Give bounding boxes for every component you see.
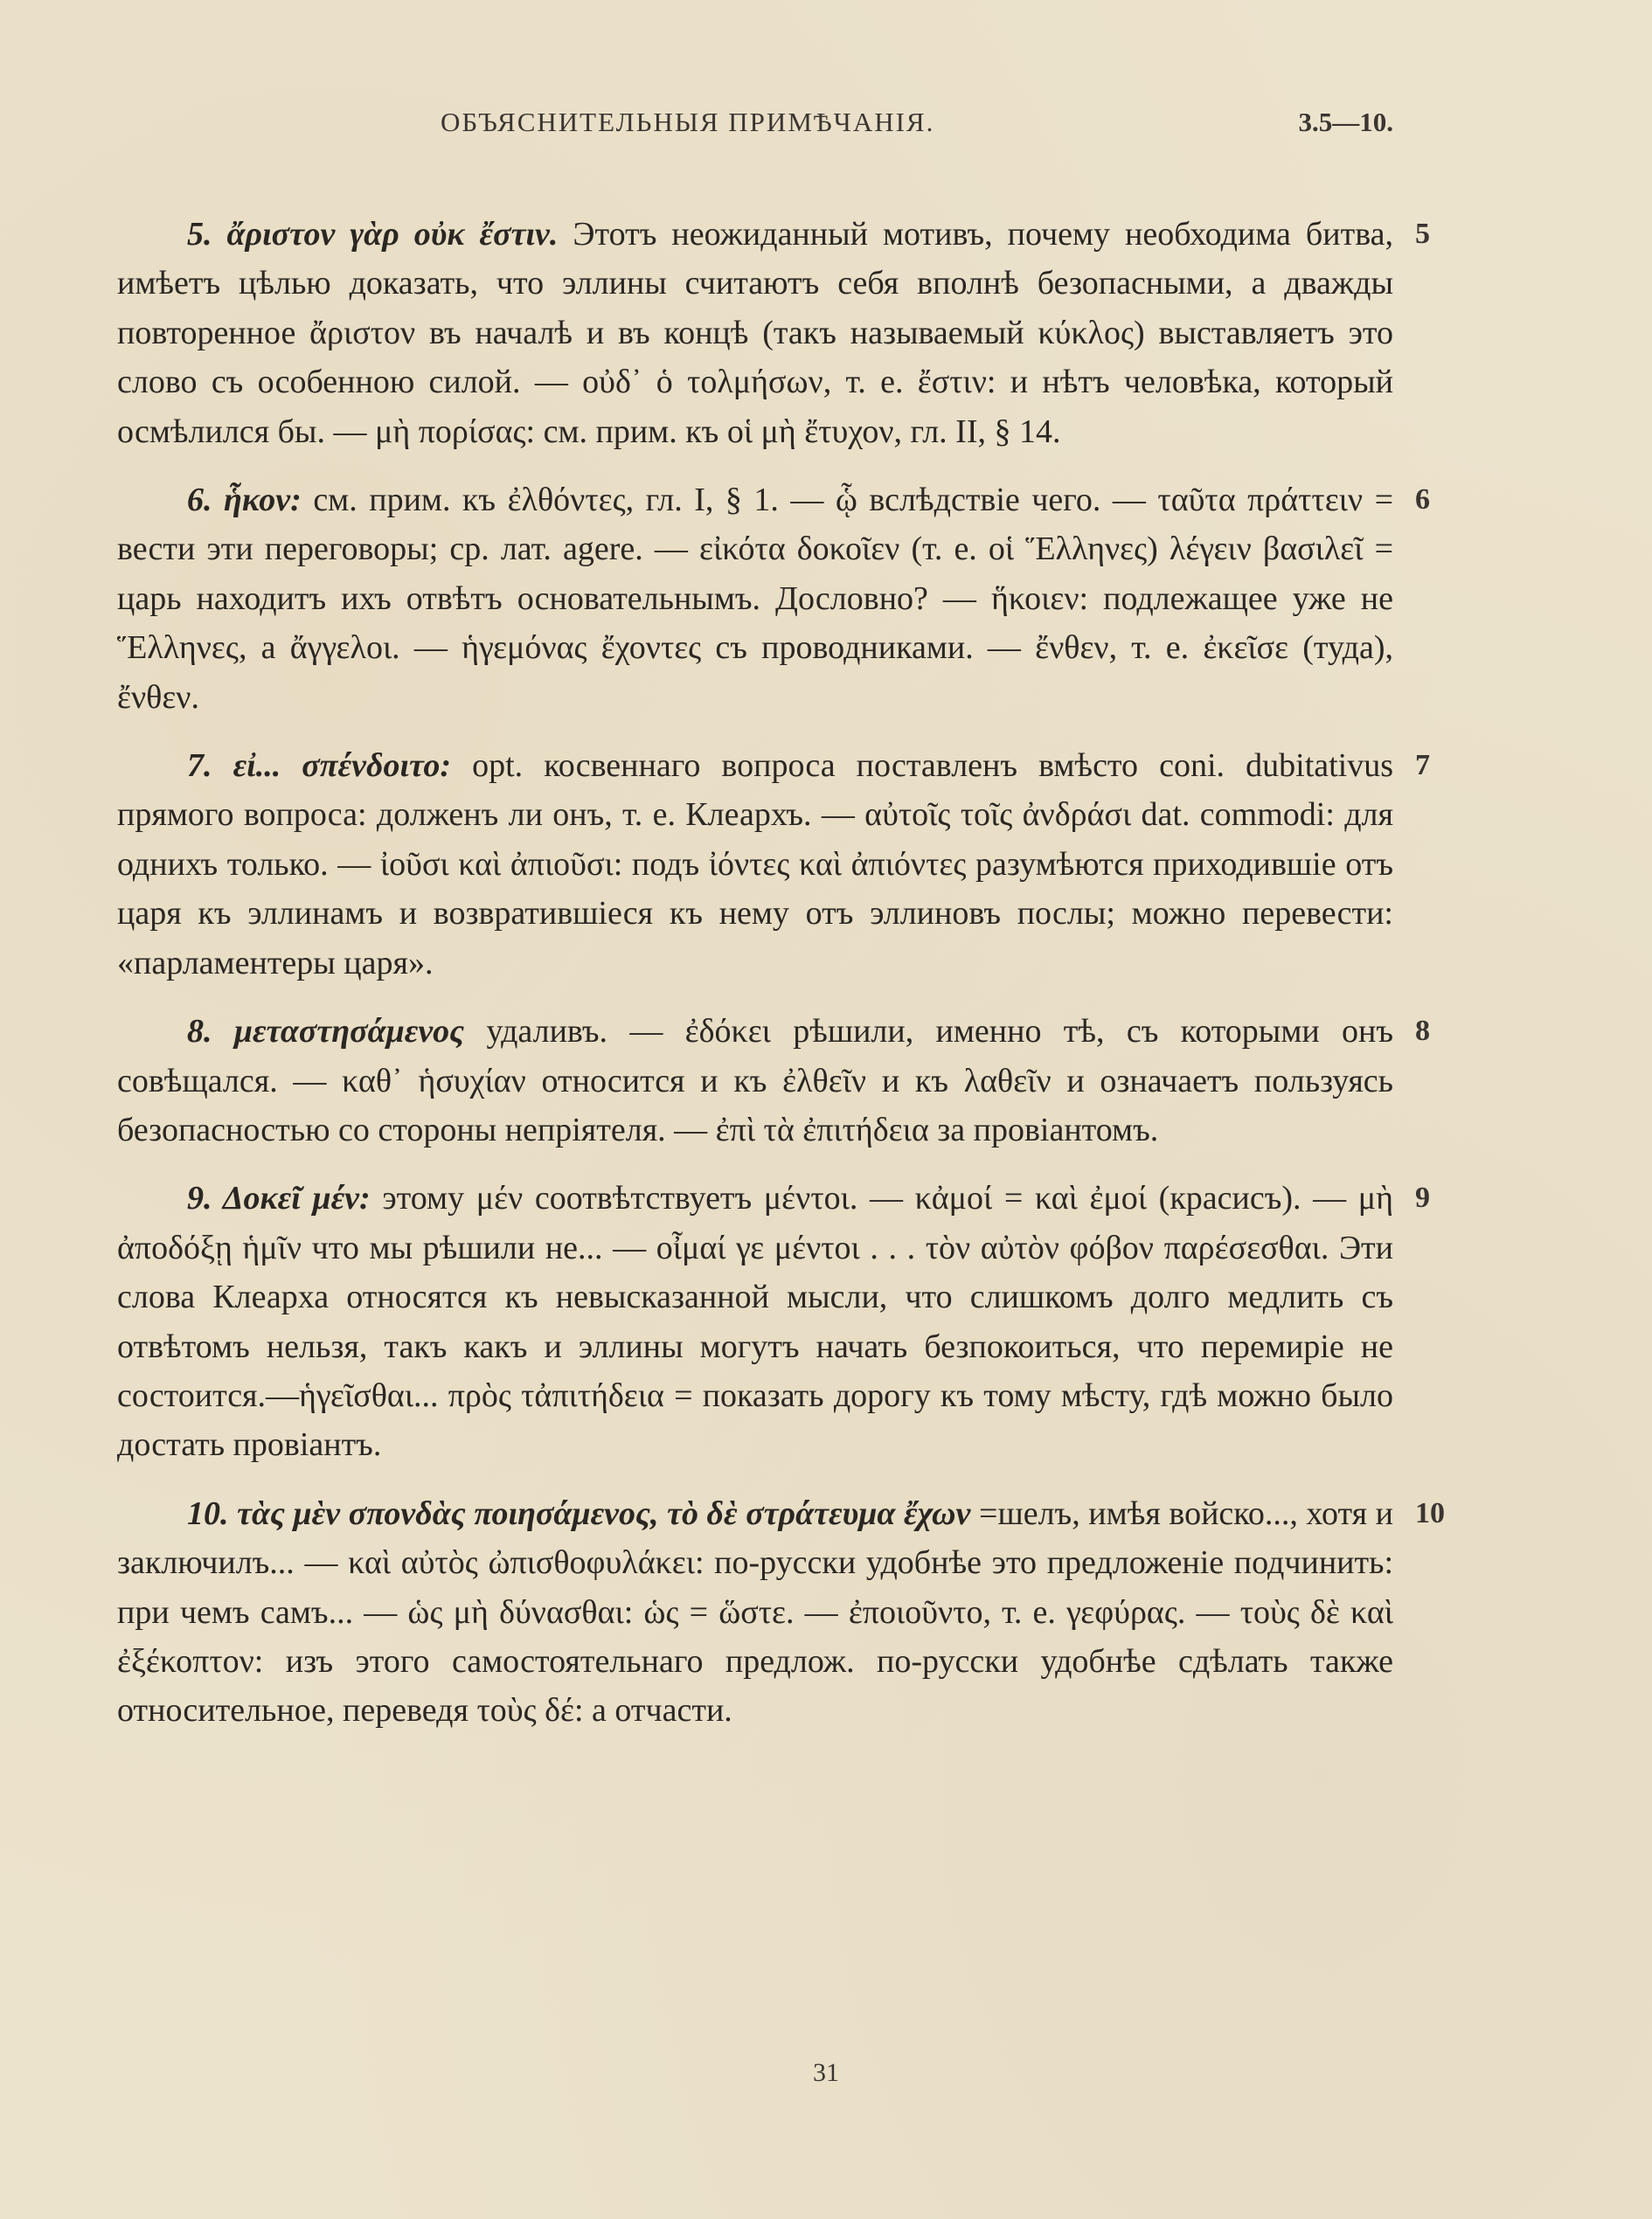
note-lemma: 7. εἰ... σπένδοιτο: xyxy=(187,747,451,785)
note-10 xyxy=(117,1489,1445,1736)
note-text: удаливъ. — ἐδόκει рѣшили, именно тѣ, съ которыми онъ совѣщался. — καθ᾽ ἡσυχίαν относится и къ ἐλθεῖν и къ λαθεῖν и означаетъ пользуясь безопасностью со стороны непріятеля. — ἐπὶ τὰ ἐπιτήδεια за провіантомъ. xyxy=(117,1013,1394,1148)
note-lemma: 6. ἧκον: xyxy=(187,482,302,519)
running-header xyxy=(117,107,1393,150)
margin-number: 9 xyxy=(1415,1182,1430,1215)
header-title: ОБЪЯСНИТЕЛЬНЫЯ ПРИМѢЧАНІЯ. xyxy=(441,107,935,137)
note-text: Этотъ неожиданный мотивъ, почему необходима битва, имѣетъ цѣлью доказать, что эллины считаютъ себя вполнѣ безопасными, а дважды повторенное ἄριστον въ началѣ и въ концѣ (такъ называемый κύκλος) выставляетъ это слово съ особенною силой. — οὐδ᾽ ὁ τολμήσων, т. е. ἔστιν: и нѣтъ человѣка, который осмѣлился бы. — μὴ πορίσας: см. прим. къ οἱ μὴ ἔτυχον, гл. II, § 14. xyxy=(117,216,1393,450)
note-paragraph xyxy=(117,1489,1393,1736)
margin-number: 5 xyxy=(1415,218,1430,250)
note-paragraph xyxy=(117,475,1393,722)
note-5 xyxy=(117,210,1430,456)
margin-number: 10 xyxy=(1415,1496,1445,1529)
note-lemma: 9. Δοκεῖ μέν: xyxy=(187,1180,371,1217)
margin-number: 8 xyxy=(1415,1015,1430,1048)
note-paragraph xyxy=(117,1007,1393,1155)
note-lemma: 5. ἄριστον γὰρ οὐκ ἔστιν. xyxy=(187,216,559,253)
note-lemma: 10. τὰς μὲν σπονδὰς ποιησάμενος, τὸ δὲ στράτευμα ἔχων xyxy=(187,1494,971,1532)
note-paragraph xyxy=(117,741,1393,988)
note-7 xyxy=(117,741,1430,988)
margin-number: 7 xyxy=(1415,749,1430,782)
margin-number: 6 xyxy=(1415,483,1430,517)
note-9 xyxy=(117,1174,1430,1469)
note-6 xyxy=(117,475,1430,722)
note-text: см. прим. къ ἐλθόντες, гл. I, § 1. — ᾧ вслѣдствіе чего. — ταῦτα πράττειν = вести эти переговоры; ср. лат. agere. — εἰκότα δοκοῖεν (т. е. οἱ Ἕλληνες) λέγειν βασιλεῖ = царь находитъ ихъ отвѣтъ основательнымъ. Дословно? — ἥκοιεν: подлежащее уже не Ἕλληνες, а ἄγγελοι. — ἡγεμόνας ἔχοντες съ проводниками. — ἔνθεν, т. е. ἐκεῖσε (туда), ἔνθεν. xyxy=(117,482,1394,716)
note-text: этому μέν соотвѣтствуетъ μέντοι. — κἀμοί = καὶ ἐμοί (красисъ). — μὴ ἀποδόξῃ ἡμῖν что мы рѣшили не... — οἶμαί γε μέντοι . . . τὸν αὐτὸν φόβον παρέσεσθαι. Эти слова Клеарха относятся къ невысказанной мысли, что слишкомъ долго медлить съ отвѣтомъ нельзя, такъ какъ и эллины могутъ начать безпокоиться, что перемиріе не состоится.—ἡγεῖσθαι... πρὸς τἀπιτήδεια = показать дорогу къ тому мѣсту, гдѣ можно было достать провіантъ. xyxy=(117,1180,1394,1464)
note-8 xyxy=(117,1007,1430,1155)
note-paragraph xyxy=(117,1174,1393,1469)
note-paragraph xyxy=(117,210,1393,456)
note-text: =шелъ, имѣя войско..., хотя и заключилъ... — καὶ αὐτὸς ὠπισθοφυλάκει: по-русски удобнѣе это предложеніе подчинить: при чемъ самъ... — ὡς μὴ δύνασθαι: ὡς = ὥστε. — ἐποιοῦντο, т. е. γεφύρας. — τοὺς δὲ καὶ ἐξέκοπτον: изъ этого самостоятельнаго предлож. по-русски удобнѣе сдѣлать также относительное, переведя τοὺς δέ: а отчасти. xyxy=(117,1494,1394,1730)
note-lemma: 8. μεταστησάμενος xyxy=(187,1013,465,1051)
page-number: 31 xyxy=(813,2058,839,2087)
notes-body xyxy=(117,210,1445,1755)
header-section-range: 3.5—10. xyxy=(1298,107,1393,137)
note-text: opt. косвеннаго вопроса поставленъ вмѣсто coni. dubitativus прямого вопроса: долженъ ли онъ, т. е. Клеархъ. — αὐτοῖς τοῖς ἀνδράσι dat. commodi: для однихъ только. — ἰοῦσι καὶ ἀπιοῦσι: подъ ἰόντες καὶ ἀπιόντες разумѣются приходившіе отъ царя къ эллинамъ и возвратившіеся къ нему отъ эллиновъ послы; можно перевести: «парламентеры царя». xyxy=(117,747,1394,981)
